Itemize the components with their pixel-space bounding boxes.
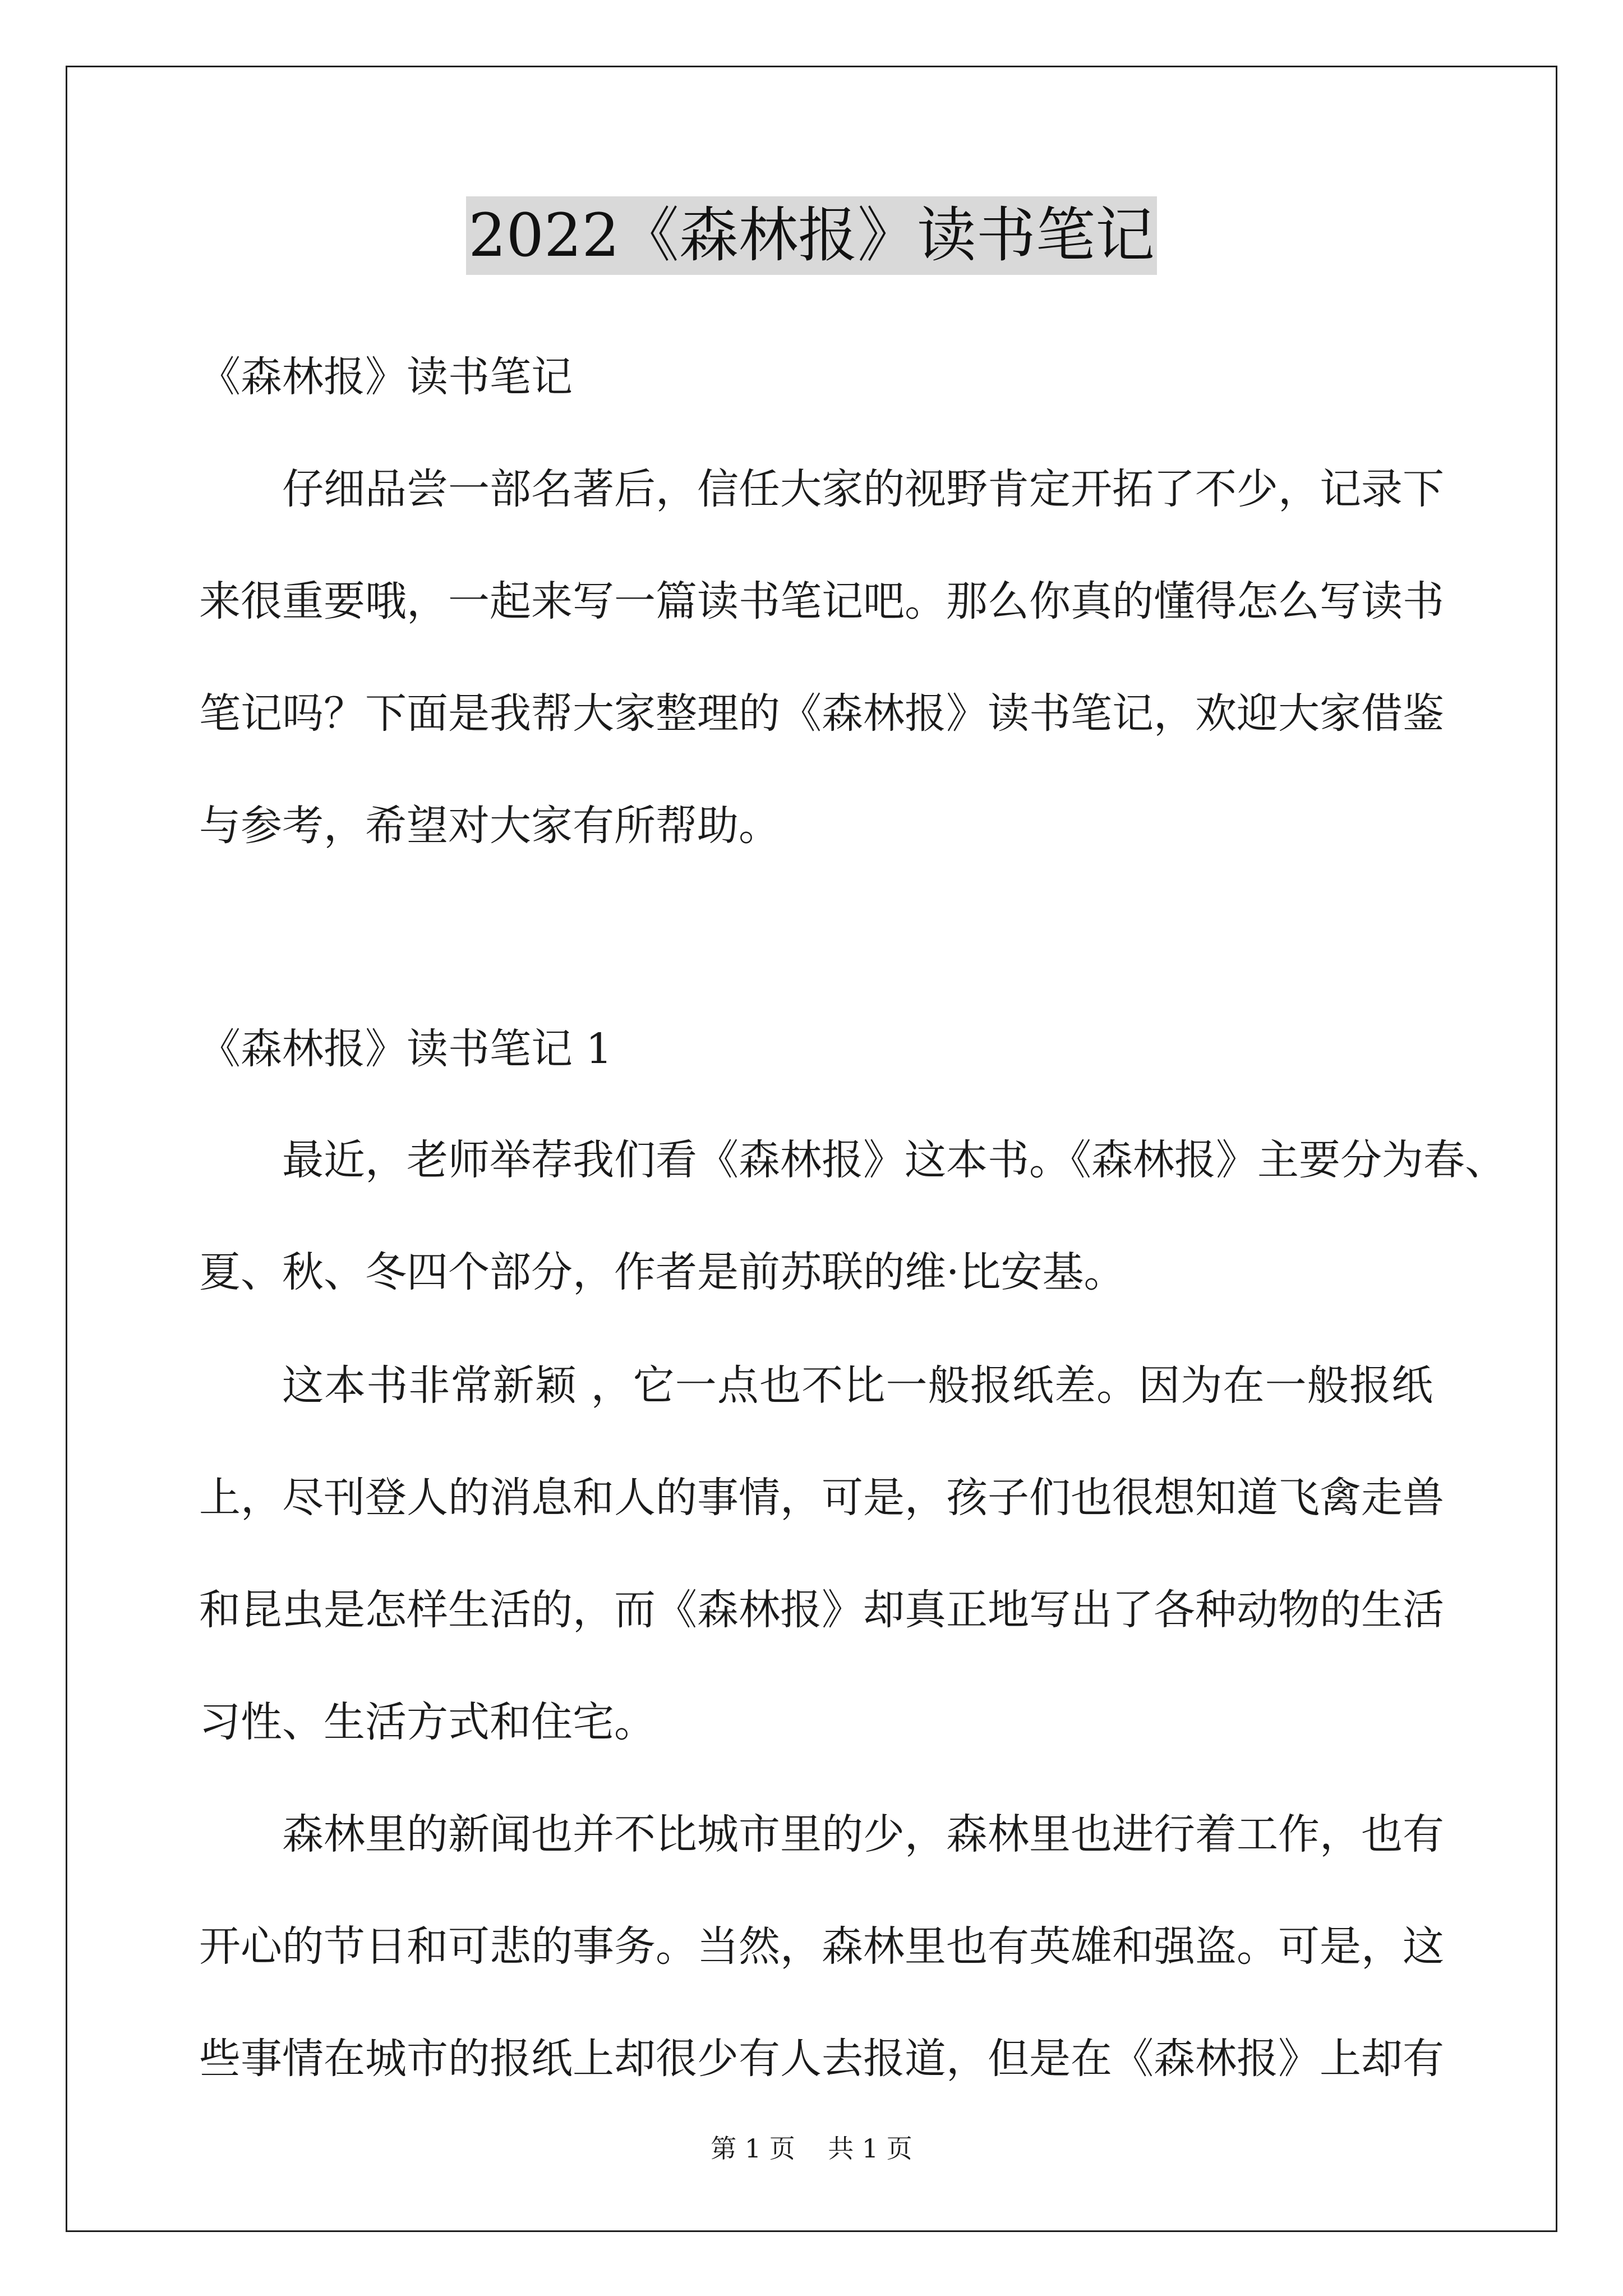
title-container	[0, 196, 1623, 275]
intro-line: 仔细品尝一部名著后，信任大家的视野肯定开拓了不少，记录下	[282, 465, 1444, 513]
section-heading: 《森林报》读书笔记 1	[199, 1025, 612, 1073]
paragraph-line: 些事情在城市的报纸上却很少有人去报道，但是在《森林报》上却有	[199, 2035, 1444, 2083]
paragraph-line: 和昆虫是怎样生活的，而《森林报》却真正地写出了各种动物的生活	[199, 1586, 1444, 1634]
paragraph-line: 习性、生活方式和住宅。	[199, 1698, 656, 1746]
subheading: 《森林报》读书笔记	[199, 353, 573, 401]
paragraph-line: 这本书非常新颖 ，它一点也不比一般报纸差。因为在一般报纸	[282, 1361, 1433, 1410]
intro-line: 来很重要哦，一起来写一篇读书笔记吧。那么你真的懂得怎么写读书	[199, 577, 1444, 625]
paragraph-line: 夏、秋、冬四个部分，作者是前苏联的维·比安基。	[199, 1248, 1126, 1296]
paragraph-line: 最近，老师举荐我们看《森林报》这本书。《森林报》主要分为春、	[282, 1136, 1506, 1184]
paragraph-line: 上，尽刊登人的消息和人的事情，可是，孩子们也很想知道飞禽走兽	[199, 1474, 1444, 1522]
document-title: 2022《森林报》读书笔记	[466, 196, 1157, 275]
page-footer: 第 1 页 共 1 页	[711, 2133, 912, 2164]
intro-line: 与参考，希望对大家有所帮助。	[199, 802, 780, 850]
paragraph-line: 森林里的新闻也并不比城市里的少，森林里也进行着工作，也有	[282, 1810, 1444, 1858]
intro-line: 笔记吗？下面是我帮大家整理的《森林报》读书笔记，欢迎大家借鉴	[199, 689, 1444, 738]
paragraph-line: 开心的节日和可悲的事务。当然，森林里也有英雄和强盗。可是，这	[199, 1922, 1444, 1971]
